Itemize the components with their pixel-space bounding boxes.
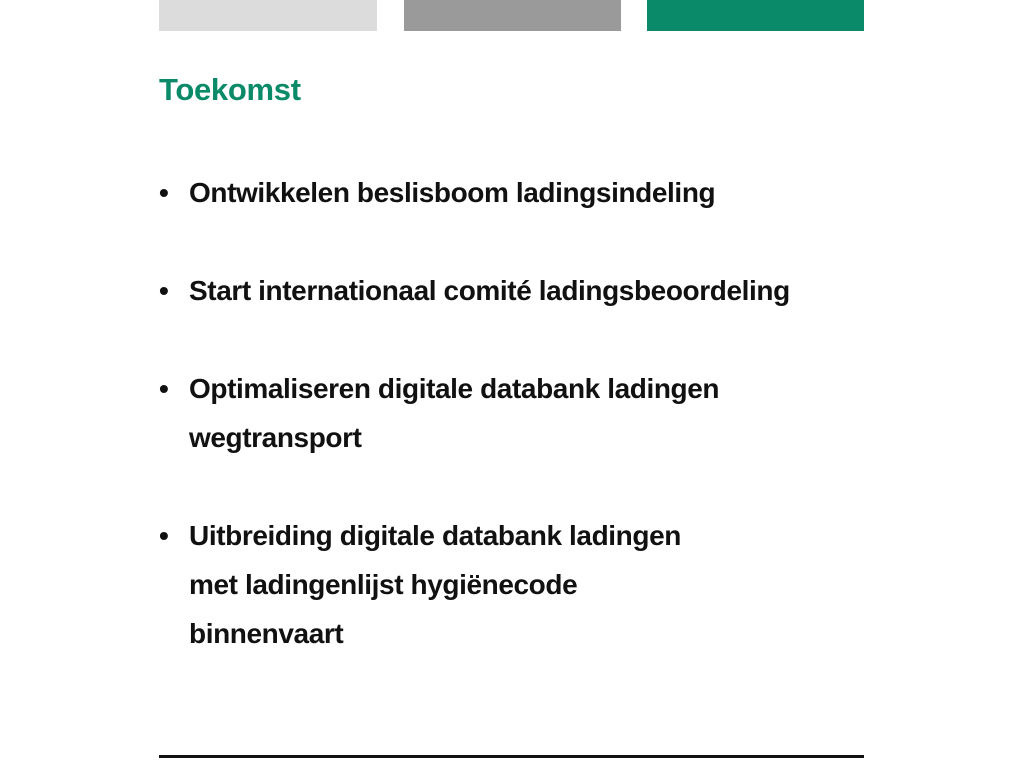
bullet-list — [159, 168, 959, 658]
bullet-text: Start internationaal comité ladingsbeoordeling — [189, 275, 790, 306]
bullet-text: Ontwikkelen beslisboom ladingsindeling — [189, 177, 716, 208]
slide-title: Toekomst — [159, 72, 301, 107]
bullet-icon: • — [159, 373, 169, 404]
bullet-text: Optimaliseren digitale databank ladingen — [189, 373, 720, 404]
bullet-icon: • — [159, 177, 169, 208]
bullet-item — [159, 266, 959, 315]
bullet-text-continued: binnenvaart — [189, 618, 344, 649]
bullet-text: Uitbreiding digitale databank ladingen — [189, 520, 681, 551]
footer-rule — [159, 755, 864, 758]
header-bar-green — [647, 0, 864, 31]
bullet-item — [159, 168, 959, 217]
bullet-icon: • — [159, 520, 169, 551]
bullet-item — [159, 511, 959, 658]
bullet-text-continued: wegtransport — [189, 422, 362, 453]
header-bar-gray — [404, 0, 621, 31]
bullet-item — [159, 364, 959, 462]
header-bar-light — [159, 0, 377, 31]
bullet-icon: • — [159, 275, 169, 306]
bullet-text-continued: met ladingenlijst hygiënecode — [189, 569, 578, 600]
